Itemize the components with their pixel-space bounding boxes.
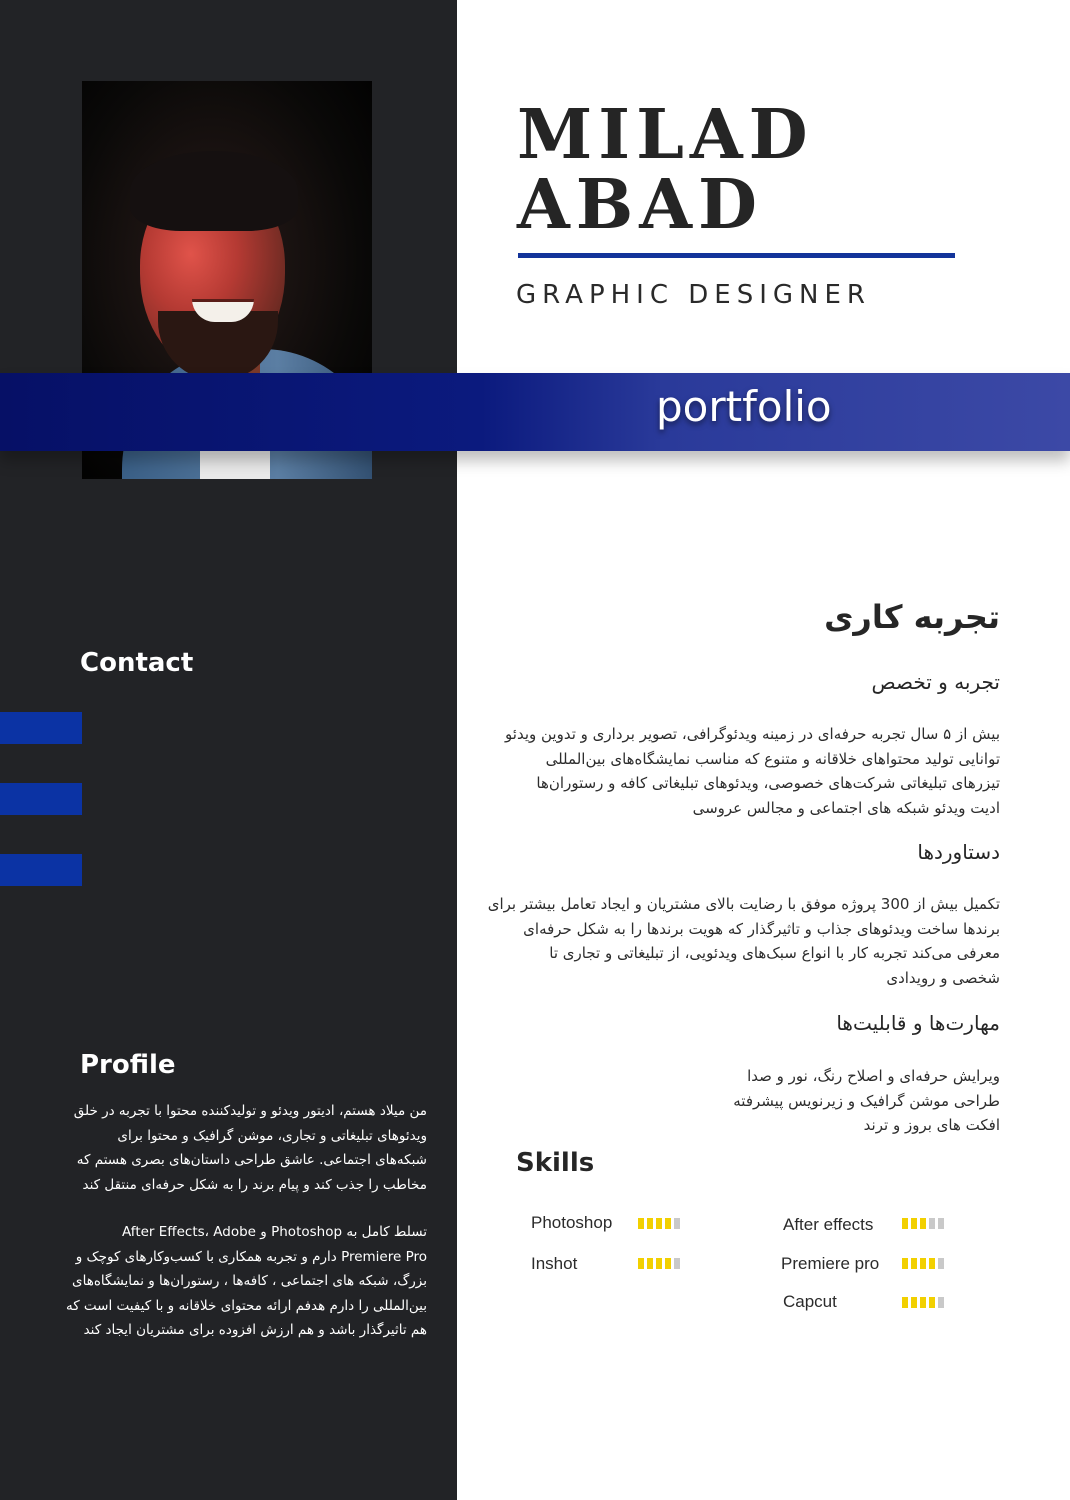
- skill-name-premiere-pro: Premiere pro: [781, 1254, 880, 1273]
- first-name: MILAD: [517, 95, 814, 175]
- abilities-text: [600, 1064, 1000, 1138]
- contact-heading: Contact: [80, 648, 194, 678]
- rating-segment: [920, 1297, 926, 1308]
- expertise-line: بیش از ۵ سال تجربه حرفه‌ای در زمینه ویدئوگرافی، تصویر برداری و تدوین ویدئو: [505, 725, 1000, 743]
- rating-segment: [902, 1258, 908, 1269]
- rating-segment: [674, 1218, 680, 1229]
- rating-segment: [920, 1218, 926, 1229]
- profile-paragraph-2: تسلط کامل به Photoshop و After Effects، Adobe Premiere Pro دارم و تجربه همکاری با کسب‌وکارهای کوچک و بزرگ، شبکه های اجتماعی ، کافه‌ها ، رستوران‌ها و نمایشگاه‌های بین‌المللی را دارم هدفم ارائه محتوای خلاقانه و با کیفیت است که هم تاثیرگذار باشد و هم ارزش افزوده برای مشتریان ایجاد کند: [65, 1224, 427, 1338]
- skill-rating-inshot: [638, 1258, 680, 1269]
- abilities-line: ویرایش حرفه‌ای و اصلاح رنگ، نور و صدا: [747, 1067, 1000, 1085]
- contact-bar-3: [0, 854, 82, 886]
- rating-segment: [656, 1218, 662, 1229]
- achievements-heading: دستاوردها: [917, 840, 1000, 864]
- name-divider: [518, 253, 955, 258]
- contact-bar-1: [0, 712, 82, 744]
- expertise-line: تیزرهای تبلیغاتی شرکت‌های خصوصی، ویدئوهای تبلیغاتی کافه و رستوران‌ها: [536, 774, 1000, 792]
- rating-segment: [665, 1258, 671, 1269]
- skill-rating-capcut: [902, 1297, 944, 1308]
- profile-paragraph-1: من میلاد هستم، ادیتور ویدئو و تولیدکننده محتوا با تجربه در خلق ویدئوهای تبلیغاتی و تجاری، موشن گرافیک و محتوا برای شبکه‌های اجتماعی. عاشق طراحی داستان‌های بصری هستم که مخاطب را جذب کند و پیام برند را به شکل حرفه‌ای منتقل کند: [73, 1103, 427, 1193]
- abilities-line: افکت های بروز و ترند: [863, 1116, 1000, 1134]
- rating-segment: [656, 1258, 662, 1269]
- rating-segment: [665, 1218, 671, 1229]
- rating-segment: [902, 1218, 908, 1229]
- abilities-line: طراحی موشن گرافیک و زیرنویس پیشرفته: [733, 1091, 1000, 1110]
- rating-segment: [938, 1218, 944, 1229]
- achievements-line: برندها ساخت ویدئوهای جذاب و تاثیرگذار که هویت برندها را به شکل حرفه‌ای: [523, 919, 1000, 938]
- expertise-text: [500, 722, 1000, 820]
- rating-segment: [902, 1297, 908, 1308]
- photo-hair-shape: [130, 151, 298, 231]
- skill-name-capcut: Capcut: [783, 1292, 837, 1311]
- person-name: [517, 95, 814, 245]
- skill-rating-photoshop: [638, 1218, 680, 1229]
- rating-segment: [911, 1218, 917, 1229]
- expertise-line: ادیت ویدئو شبکه های اجتماعی و مجالس عروسی: [692, 798, 1000, 817]
- achievements-text: [480, 892, 1000, 990]
- rating-segment: [638, 1218, 644, 1229]
- rating-segment: [938, 1258, 944, 1269]
- expertise-heading: تجربه و تخصص: [871, 670, 1000, 694]
- skill-name-photoshop: Photoshop: [531, 1213, 613, 1232]
- rating-segment: [929, 1218, 935, 1229]
- contact-bar-2: [0, 783, 82, 815]
- achievements-line: شخصی و رویدادی: [886, 968, 1000, 987]
- rating-segment: [929, 1297, 935, 1308]
- rating-segment: [911, 1258, 917, 1269]
- rating-segment: [647, 1258, 653, 1269]
- rating-segment: [911, 1297, 917, 1308]
- portfolio-banner: [0, 373, 1070, 451]
- skill-name-after-effects: After effects: [783, 1215, 874, 1234]
- rating-segment: [638, 1258, 644, 1269]
- rating-segment: [938, 1297, 944, 1308]
- skill-rating-after-effects: [902, 1218, 944, 1229]
- skill-rating-premiere-pro: [902, 1258, 944, 1269]
- achievements-line: معرفی می‌کند تجربه کار با انواع سبک‌های ویدئویی، از تبلیغاتی و تجاری تا: [549, 944, 1000, 962]
- rating-segment: [647, 1218, 653, 1229]
- rating-segment: [920, 1258, 926, 1269]
- rating-segment: [674, 1258, 680, 1269]
- achievements-line: تکمیل بیش از 300 پروژه موفق با رضایت بالای مشتریان و ایجاد تعامل بیشتر برای: [487, 895, 1000, 913]
- skill-name-inshot: Inshot: [531, 1254, 578, 1273]
- experience-heading: تجربه کاری: [824, 598, 1000, 636]
- rating-segment: [929, 1258, 935, 1269]
- portfolio-banner-text: portfolio: [656, 382, 832, 431]
- abilities-heading: مهارت‌ها و قابلیت‌ها: [836, 1011, 1000, 1035]
- last-name: ABAD: [517, 165, 763, 245]
- expertise-line: توانایی تولید محتواهای خلاقانه و متنوع که مناسب نمایشگاه‌های بین‌المللی: [545, 749, 1000, 768]
- skills-heading: Skills: [516, 1148, 595, 1178]
- profile-heading: Profile: [80, 1050, 176, 1080]
- job-title: GRAPHIC DESIGNER: [516, 280, 871, 310]
